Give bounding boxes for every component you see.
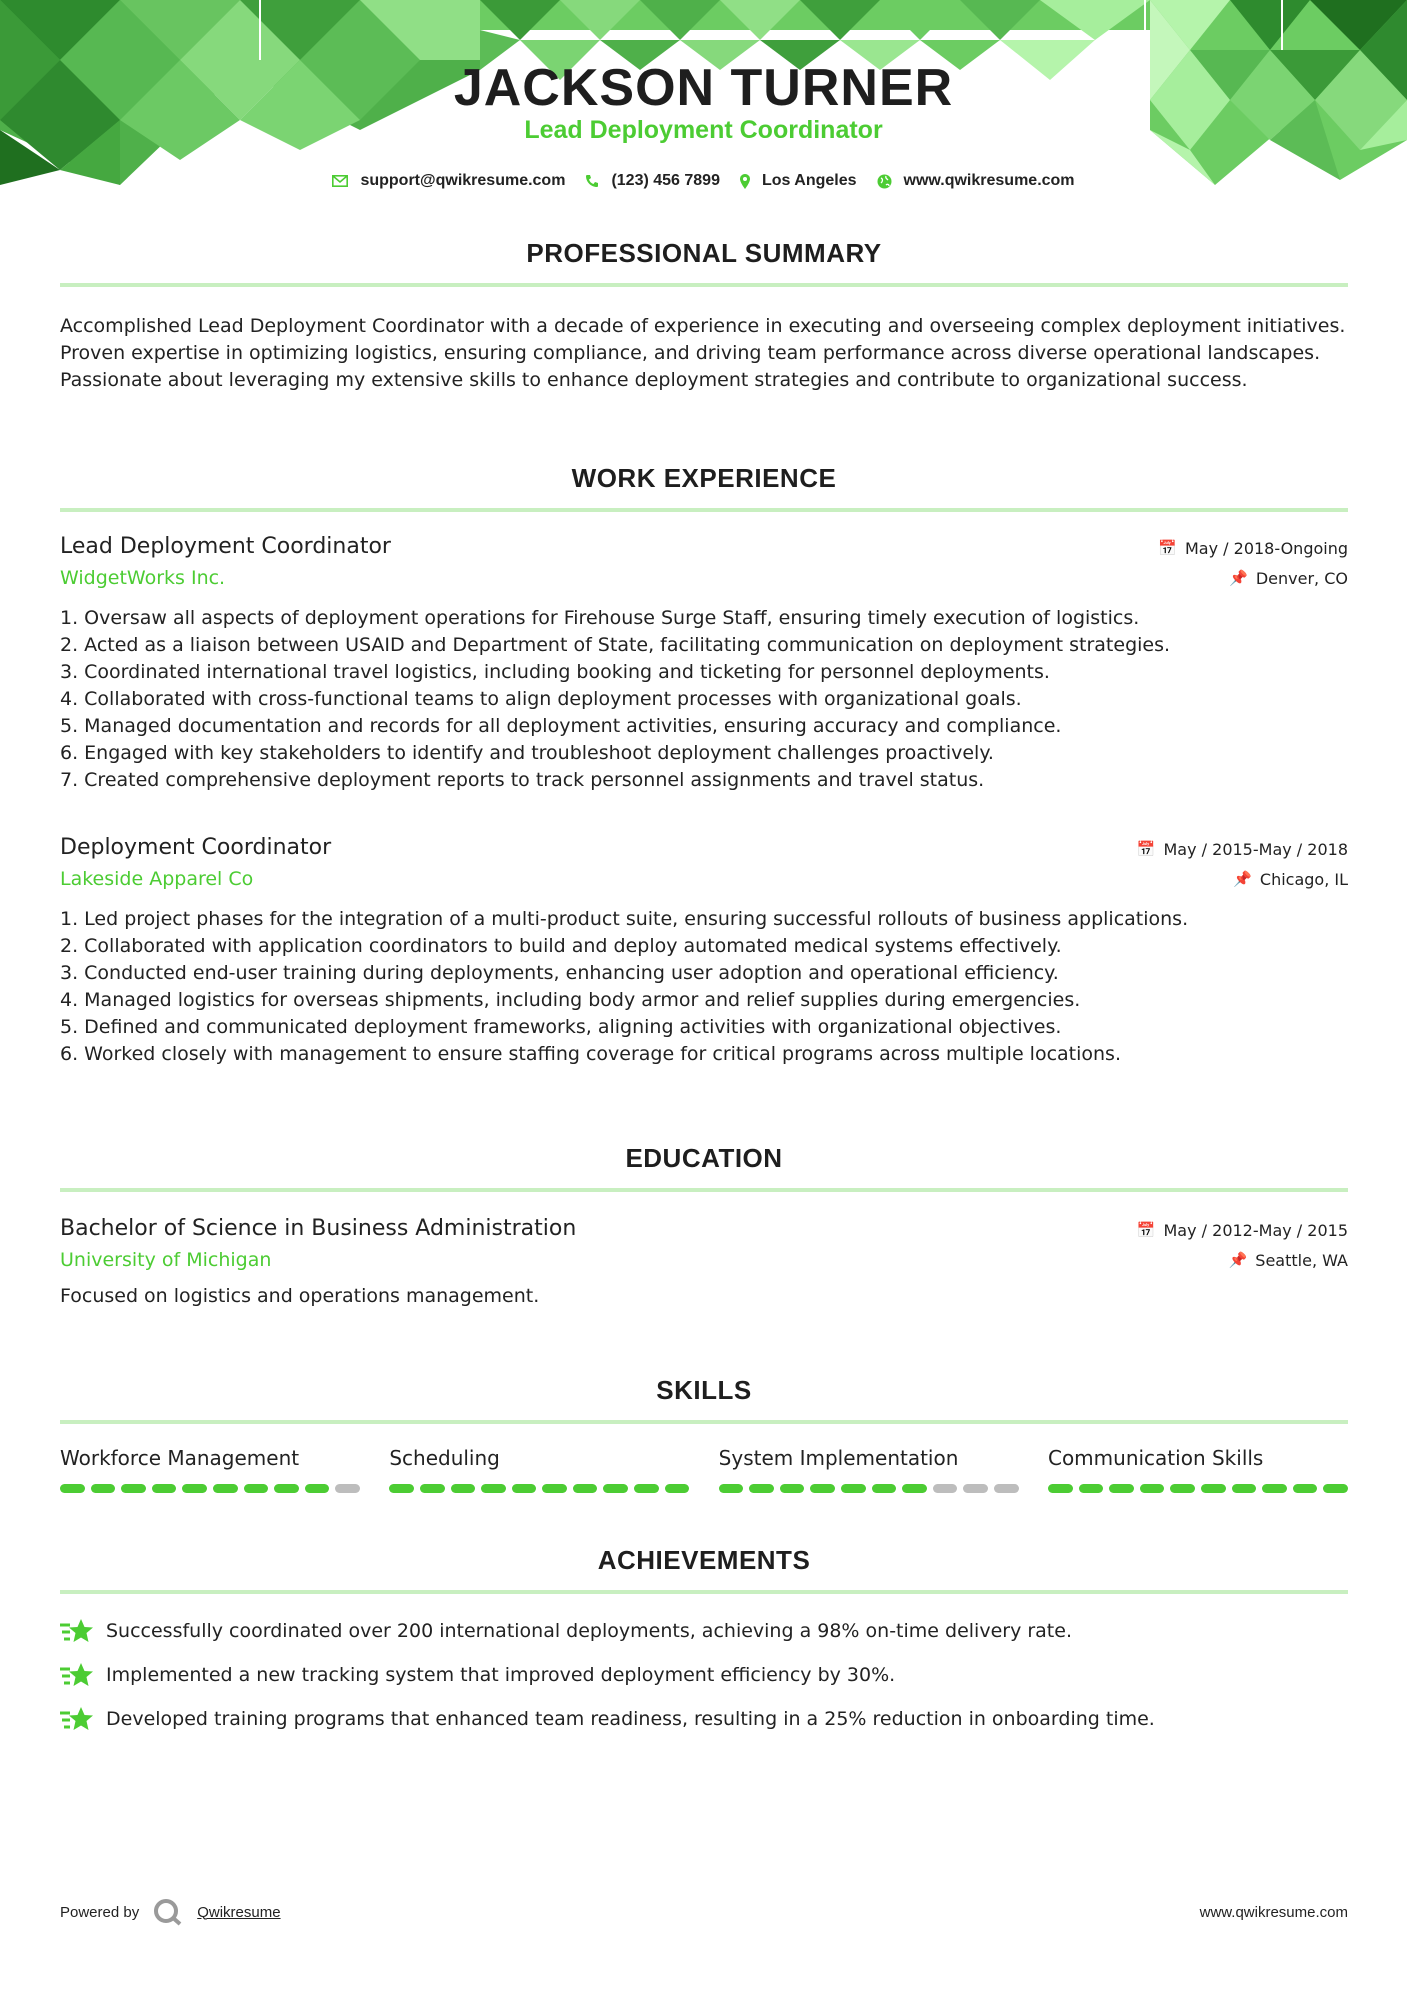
location-text: Los Angeles bbox=[761, 172, 857, 189]
envelope-icon bbox=[332, 175, 348, 187]
job-dates bbox=[1158, 539, 1348, 558]
rating-dot-filled bbox=[1201, 1484, 1226, 1493]
rating-dot-filled bbox=[1262, 1484, 1287, 1493]
experience-section bbox=[60, 463, 1348, 512]
degree-title: Bachelor of Science in Business Administration bbox=[60, 1216, 577, 1241]
resume-header bbox=[0, 56, 1407, 145]
rating-dot-empty bbox=[933, 1484, 958, 1493]
rating-dot-filled bbox=[244, 1484, 269, 1493]
calendar-icon: 📅 bbox=[1136, 840, 1156, 858]
rating-dot-filled bbox=[182, 1484, 207, 1493]
list-item: 6. Worked closely with management to ensure staffing coverage for critical programs across multiple locations. bbox=[60, 1043, 1121, 1065]
star-icon bbox=[60, 1661, 94, 1689]
rating-dot-filled bbox=[1109, 1484, 1134, 1493]
powered-by bbox=[60, 1898, 281, 1926]
achievements-section bbox=[60, 1545, 1348, 1594]
star-icon bbox=[60, 1705, 94, 1733]
phone-text: (123) 456 7899 bbox=[611, 172, 720, 189]
skill-item bbox=[719, 1446, 1019, 1493]
contact-phone[interactable] bbox=[585, 172, 720, 190]
list-item: 6. Engaged with key stakeholders to identify and troubleshoot deployment challenges proactively. bbox=[60, 742, 994, 764]
job-title: Deployment Coordinator bbox=[60, 835, 332, 860]
section-divider bbox=[60, 283, 1348, 287]
skills-section bbox=[60, 1375, 1348, 1424]
skill-name: System Implementation bbox=[718, 1446, 959, 1470]
location-text: Seattle, WA bbox=[1255, 1250, 1348, 1270]
job-bullets bbox=[60, 906, 1348, 1068]
calendar-icon: 📅 bbox=[1136, 1221, 1156, 1239]
list-item: 2. Acted as a liaison between USAID and Department of State, facilitating communication on deployment strategies. bbox=[60, 634, 1171, 656]
achievement-item bbox=[60, 1609, 1348, 1653]
location-text: Denver, CO bbox=[1255, 568, 1348, 588]
rating-dot-filled bbox=[603, 1484, 628, 1493]
rating-dot-filled bbox=[573, 1484, 598, 1493]
list-item: 2. Collaborated with application coordinators to build and deploy automated medical systems effectively. bbox=[60, 935, 1062, 957]
company-name: WidgetWorks Inc. bbox=[60, 567, 226, 589]
education-entry bbox=[60, 1216, 1348, 1310]
skill-item bbox=[60, 1446, 360, 1493]
footer-website[interactable]: www.qwikresume.com bbox=[1199, 1903, 1348, 1921]
calendar-icon: 📅 bbox=[1158, 539, 1177, 557]
section-title: ACHIEVEMENTS bbox=[597, 1545, 811, 1575]
rating-dot-filled bbox=[1048, 1484, 1073, 1493]
list-item: 7. Created comprehensive deployment reports to track personnel assignments and travel status. bbox=[60, 769, 985, 791]
contact-bar bbox=[0, 172, 1407, 190]
rating-dot-empty bbox=[994, 1484, 1019, 1493]
rating-dot-empty bbox=[335, 1484, 360, 1493]
company-name: Lakeside Apparel Co bbox=[60, 868, 254, 890]
dates-text: May / 2018-Ongoing bbox=[1185, 538, 1348, 558]
skill-item bbox=[389, 1446, 689, 1493]
contact-location bbox=[740, 172, 857, 190]
rating-dot-filled bbox=[389, 1484, 414, 1493]
achievement-item bbox=[60, 1653, 1348, 1697]
star-icon bbox=[60, 1617, 94, 1645]
skill-rating bbox=[60, 1484, 360, 1493]
brand-link[interactable]: Qwikresume bbox=[197, 1903, 281, 1921]
section-title: WORK EXPERIENCE bbox=[571, 463, 837, 493]
job-entry bbox=[60, 534, 1348, 794]
rating-dot-filled bbox=[305, 1484, 330, 1493]
globe-icon bbox=[877, 174, 892, 189]
skills-list bbox=[60, 1446, 1348, 1493]
school-name: University of Michigan bbox=[60, 1249, 272, 1271]
job-location bbox=[1233, 870, 1348, 889]
skill-name: Scheduling bbox=[389, 1446, 500, 1470]
rating-dot-filled bbox=[512, 1484, 537, 1493]
rating-dot-filled bbox=[902, 1484, 927, 1493]
rating-dot-filled bbox=[719, 1484, 744, 1493]
rating-dot-filled bbox=[481, 1484, 506, 1493]
list-item: 4. Managed logistics for overseas shipments, including body armor and relief supplies during emergencies. bbox=[60, 989, 1081, 1011]
rating-dot-filled bbox=[810, 1484, 835, 1493]
education-note: Focused on logistics and operations management. bbox=[60, 1285, 540, 1307]
contact-website[interactable] bbox=[877, 172, 1075, 190]
dates-text: May / 2012-May / 2015 bbox=[1163, 1220, 1348, 1240]
job-title: Lead Deployment Coordinator bbox=[60, 534, 391, 559]
rating-dot-filled bbox=[749, 1484, 774, 1493]
list-item: 3. Conducted end-user training during deployments, enhancing user adoption and operational efficiency. bbox=[60, 962, 1059, 984]
job-entry bbox=[60, 835, 1348, 1068]
page-footer bbox=[60, 1898, 1348, 1926]
achievement-text: Successfully coordinated over 200 international deployments, achieving a 98% on-time delivery rate. bbox=[106, 1620, 1072, 1642]
list-item: 5. Managed documentation and records for all deployment activities, ensuring accuracy and compliance. bbox=[60, 715, 1062, 737]
rating-dot-filled bbox=[1140, 1484, 1165, 1493]
section-title: EDUCATION bbox=[625, 1143, 783, 1173]
section-divider bbox=[60, 1188, 1348, 1192]
skill-name: Communication Skills bbox=[1047, 1446, 1264, 1470]
rating-dot-filled bbox=[1170, 1484, 1195, 1493]
section-divider bbox=[60, 1420, 1348, 1424]
email-text: support@qwikresume.com bbox=[360, 172, 566, 189]
rating-dot-filled bbox=[1293, 1484, 1318, 1493]
list-item: 4. Collaborated with cross-functional teams to align deployment processes with organizational goals. bbox=[60, 688, 1022, 710]
skill-rating bbox=[719, 1484, 1019, 1493]
rating-dot-filled bbox=[420, 1484, 445, 1493]
rating-dot-filled bbox=[634, 1484, 659, 1493]
achievement-text: Developed training programs that enhanced team readiness, resulting in a 25% reduction in onboarding time. bbox=[106, 1708, 1155, 1730]
summary-text: Accomplished Lead Deployment Coordinator with a decade of experience in executing and overseeing complex deployment initiatives. Proven expertise in optimizing logistics, ensuring compliance, and driving team performance across diverse operational landscapes. Passionate about leveraging my extensive skills to enhance deployment strategies and contribute to organizational success. bbox=[60, 315, 1346, 391]
skill-rating bbox=[389, 1484, 689, 1493]
rating-dot-filled bbox=[213, 1484, 238, 1493]
rating-dot-filled bbox=[1079, 1484, 1104, 1493]
website-text: www.qwikresume.com bbox=[903, 172, 1075, 189]
rating-dot-filled bbox=[1232, 1484, 1257, 1493]
location-text: Chicago, IL bbox=[1259, 869, 1348, 889]
rating-dot-filled bbox=[1323, 1484, 1348, 1493]
achievement-text: Implemented a new tracking system that improved deployment efficiency by 30%. bbox=[106, 1664, 896, 1686]
powered-by-label: Powered by bbox=[60, 1903, 140, 1921]
summary-section bbox=[60, 238, 1348, 394]
rating-dot-filled bbox=[841, 1484, 866, 1493]
skill-name: Workforce Management bbox=[60, 1446, 300, 1470]
rating-dot-filled bbox=[872, 1484, 897, 1493]
dates-text: May / 2015-May / 2018 bbox=[1163, 839, 1348, 859]
list-item: 1. Oversaw all aspects of deployment operations for Firehouse Surge Staff, ensuring timely execution of logistics. bbox=[60, 607, 1140, 629]
pushpin-icon: 📌 bbox=[1229, 569, 1248, 587]
list-item: 3. Coordinated international travel logistics, including booking and ticketing for personnel deployments. bbox=[60, 661, 1050, 683]
job-bullets bbox=[60, 605, 1348, 794]
section-divider bbox=[60, 508, 1348, 512]
rating-dot-filled bbox=[274, 1484, 299, 1493]
pushpin-icon: 📌 bbox=[1228, 1251, 1248, 1269]
education-dates bbox=[1137, 1221, 1348, 1240]
rating-dot-filled bbox=[152, 1484, 177, 1493]
section-divider bbox=[60, 1590, 1348, 1594]
education-location bbox=[1229, 1251, 1348, 1270]
skill-item bbox=[1048, 1446, 1348, 1493]
job-dates bbox=[1137, 840, 1348, 859]
section-title: PROFESSIONAL SUMMARY bbox=[526, 238, 882, 268]
rating-dot-filled bbox=[780, 1484, 805, 1493]
rating-dot-filled bbox=[60, 1484, 85, 1493]
rating-dot-filled bbox=[91, 1484, 116, 1493]
skill-rating bbox=[1048, 1484, 1348, 1493]
rating-dot-empty bbox=[963, 1484, 988, 1493]
list-item: 1. Led project phases for the integration of a multi-product suite, ensuring successful rollouts of business applications. bbox=[60, 908, 1189, 930]
rating-dot-filled bbox=[121, 1484, 146, 1493]
contact-email[interactable] bbox=[332, 172, 565, 190]
rating-dot-filled bbox=[451, 1484, 476, 1493]
candidate-name: JACKSON TURNER bbox=[453, 59, 954, 117]
rating-dot-filled bbox=[542, 1484, 567, 1493]
rating-dot-filled bbox=[665, 1484, 690, 1493]
phone-icon bbox=[585, 174, 599, 188]
pushpin-icon: 📌 bbox=[1233, 870, 1252, 888]
map-pin-icon bbox=[740, 174, 750, 189]
section-title: SKILLS bbox=[656, 1375, 752, 1405]
achievements-list bbox=[60, 1609, 1348, 1741]
job-location bbox=[1229, 569, 1348, 588]
list-item: 5. Defined and communicated deployment frameworks, aligning activities with organizational objectives. bbox=[60, 1016, 1062, 1038]
qwikresume-logo-icon bbox=[153, 1898, 183, 1926]
achievement-item bbox=[60, 1697, 1348, 1741]
candidate-role: Lead Deployment Coordinator bbox=[524, 116, 883, 144]
education-section bbox=[60, 1143, 1348, 1192]
